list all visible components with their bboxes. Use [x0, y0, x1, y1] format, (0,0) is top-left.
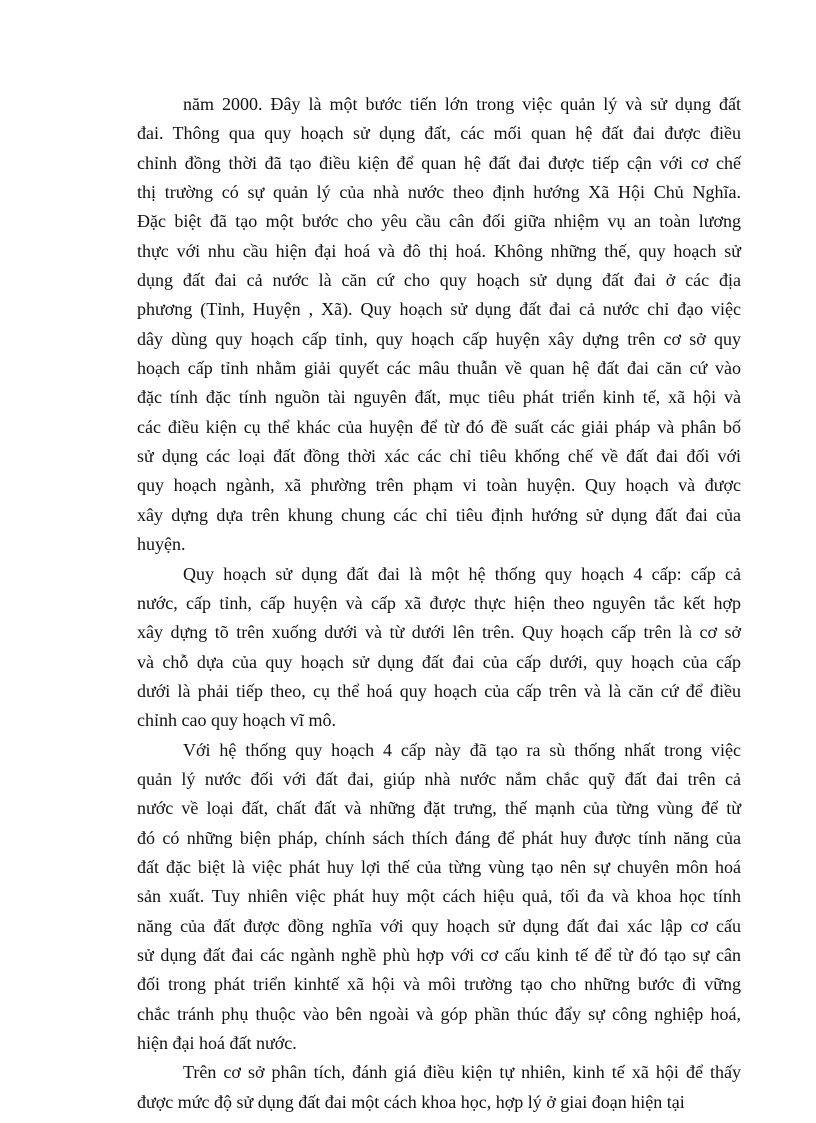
text-line: quy hoạch ngành, xã phường trên phạm vi toàn huyện. Quy hoạch và được — [137, 475, 741, 496]
text-line: huyện. — [137, 534, 186, 555]
text-line: nước về loại đất, chất đất và những đặt trưng, thế mạnh của từng vùng để từ — [137, 798, 741, 819]
document-page — [137, 90, 741, 1117]
text-line: đai. Thông qua quy hoạch sử dụng đất, các mối quan hệ đất đai được điều — [137, 123, 741, 144]
text-line: sử dụng đất đai các ngành nghề phù hợp với cơ cấu kinh tế để từ đó tạo sự cân — [137, 944, 741, 965]
paragraph-2 — [137, 560, 741, 736]
text-line: chỉnh cao quy hoạch vĩ mô. — [137, 710, 336, 731]
text-line: năng của đất được đồng nghĩa với quy hoạch sử dụng đất đai xác lập cơ cấu — [137, 915, 741, 936]
text-line: xây dựng dựa trên khung chung các chỉ tiêu định hướng sử dụng đất đai của — [137, 504, 741, 525]
paragraph-3 — [137, 736, 741, 1059]
text-line: chỉnh đồng thời đã tạo điều kiện để quan hệ đất đai được tiếp cận với cơ chế — [137, 152, 741, 173]
text-line: dây dùng quy hoạch cấp tỉnh, quy hoạch cấp huyện xây dựng trên cơ sở quy — [137, 328, 741, 349]
text-line: Quy hoạch sử dụng đất đai là một hệ thống quy hoạch 4 cấp: cấp cả — [183, 563, 741, 584]
text-line: thị trường có sự quản lý của nhà nước theo định hướng Xã Hội Chủ Nghĩa. — [137, 182, 741, 203]
text-line: sử dụng các loại đất đồng thời xác các chỉ tiêu khống chế về đất đai đối với — [137, 446, 741, 467]
text-line: năm 2000. Đây là một bước tiến lớn trong việc quản lý và sử dụng đất — [183, 94, 741, 114]
text-line: và chỗ dựa của quy hoạch sử dụng đất đai của cấp dưới, quy hoạch của cấp — [137, 651, 741, 672]
text-line: Trên cơ sở phân tích, đánh giá điều kiện tự nhiên, kinh tế xã hội để thấy — [183, 1062, 741, 1083]
text-line: Với hệ thống quy hoạch 4 cấp này đã tạo ra sù thống nhất trong việc — [183, 739, 741, 760]
text-line: sản xuất. Tuy nhiên việc phát huy một cách hiệu quả, tối đa và khoa học tính — [137, 886, 741, 907]
text-line: phương (Tỉnh, Huyện , Xã). Quy hoạch sử dụng đất đai cả nước chỉ đạo việc — [137, 299, 741, 320]
paragraph-1 — [137, 90, 741, 560]
text-line: thực với nhu cầu hiện đại hoá và đô thị hoá. Không những thế, quy hoạch sử — [137, 240, 741, 261]
text-line: quản lý nước đối với đất đai, giúp nhà nước nắm chắc quỹ đất đai trên cả — [137, 768, 741, 789]
text-line: đặc tính đặc tính nguồn tài nguyên đất, mục tiêu phát triển kinh tế, xã hội và — [137, 387, 741, 408]
paragraph-4 — [137, 1058, 741, 1117]
text-line: các điều kiện cụ thể khác của huyện để từ đó đề suất các giải pháp và phân bố — [137, 416, 741, 437]
text-line: đối trong phát triển kinhtế xã hội và môi trường tạo cho những bước đi vững — [137, 974, 741, 995]
text-line: xây dựng tõ trên xuống dưới và từ dưới lên trên. Quy hoạch cấp trên là cơ sở — [137, 622, 741, 643]
text-line: hoạch cấp tỉnh nhằm giải quyết các mâu thuẫn về quan hệ đất đai căn cứ vào — [137, 358, 741, 379]
text-line: chắc tránh phụ thuộc vào bên ngoài và góp phần thúc đẩy sự công nghiệp hoá, — [137, 1003, 741, 1024]
text-line: đất đặc biệt là việc phát huy lợi thế của từng vùng tạo nên sự chuyên môn hoá — [137, 856, 741, 877]
text-line: hiện đại hoá đất nước. — [137, 1033, 297, 1053]
text-line: dưới là phải tiếp theo, cụ thể hoá quy hoạch của cấp trên và là căn cứ để điều — [137, 680, 741, 701]
text-line: đó có những biện pháp, chính sách thích đáng để phát huy được tính năng của — [137, 827, 741, 848]
text-line: Đặc biệt đã tạo một bước cho yêu cầu cân đối giữa nhiệm vụ an toàn lương — [137, 211, 741, 232]
text-line: dụng đất đai cả nước là căn cứ cho quy hoạch sử dụng đất đai ở các địa — [137, 270, 741, 291]
text-line: được mức độ sử dụng đất đai một cách khoa học, hợp lý ở giai đoạn hiện tại — [137, 1091, 685, 1112]
text-line: nước, cấp tỉnh, cấp huyện và cấp xã được thực hiện theo nguyên tắc kết hợp — [137, 592, 741, 613]
